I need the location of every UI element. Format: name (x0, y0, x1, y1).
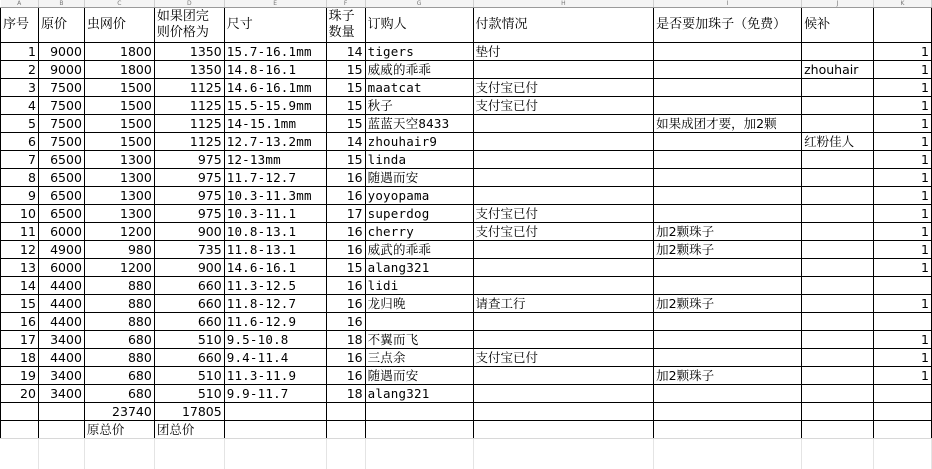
table-cell[interactable]: 1 (874, 133, 932, 151)
table-cell[interactable] (802, 169, 874, 187)
header-cell[interactable]: 订购人 (365, 8, 473, 43)
table-cell[interactable] (802, 403, 874, 421)
table-cell[interactable]: 3400 (38, 331, 84, 349)
table-cell[interactable]: 680 (84, 367, 154, 385)
table-cell[interactable]: maatcat (365, 79, 473, 97)
table-cell[interactable] (38, 403, 84, 421)
table-cell[interactable]: 15.5-15.9mm (224, 97, 326, 115)
table-cell[interactable] (473, 331, 654, 349)
table-cell[interactable]: 支付宝已付 (473, 223, 654, 241)
table-cell[interactable] (654, 439, 802, 469)
table-row (1, 241, 932, 259)
table-cell[interactable]: 15 (326, 115, 365, 133)
header-cell[interactable]: 原价 (38, 8, 84, 43)
table-cell[interactable]: 随遇而安 (365, 367, 473, 385)
table-cell[interactable]: 17 (1, 331, 39, 349)
table-cell[interactable]: 9 (1, 187, 39, 205)
table-cell[interactable] (326, 421, 365, 439)
table-cell[interactable]: 1 (874, 367, 932, 385)
table-cell[interactable]: 16 (326, 277, 365, 295)
table-cell[interactable] (802, 385, 874, 403)
table-cell[interactable]: 1 (1, 43, 39, 61)
table-cell[interactable]: 510 (154, 331, 224, 349)
table-cell[interactable] (473, 277, 654, 295)
table-cell[interactable]: 1500 (84, 133, 154, 151)
table-cell[interactable] (874, 385, 932, 403)
table-cell[interactable] (224, 403, 326, 421)
table-cell[interactable] (802, 223, 874, 241)
table-cell[interactable] (654, 403, 802, 421)
table-cell[interactable]: 7 (1, 151, 39, 169)
table-cell[interactable]: 8 (1, 169, 39, 187)
table-cell[interactable] (473, 403, 654, 421)
table-cell[interactable]: 1 (874, 223, 932, 241)
table-cell[interactable] (84, 439, 154, 469)
table-cell[interactable]: 7500 (38, 97, 84, 115)
table-cell[interactable] (654, 277, 802, 295)
table-cell[interactable]: 11.3-12.5 (224, 277, 326, 295)
table-cell[interactable] (802, 241, 874, 259)
table-cell[interactable]: 7500 (38, 115, 84, 133)
column-header[interactable]: G (365, 0, 473, 8)
table-cell[interactable]: 11.6-12.9 (224, 313, 326, 331)
table-cell[interactable]: 880 (84, 313, 154, 331)
table-cell[interactable]: 1200 (84, 223, 154, 241)
column-header[interactable]: E (224, 0, 326, 8)
column-header[interactable]: A (1, 0, 39, 8)
table-cell[interactable] (365, 313, 473, 331)
table-cell[interactable]: 1 (874, 169, 932, 187)
table-cell[interactable]: 1300 (84, 205, 154, 223)
table-cell[interactable] (802, 439, 874, 469)
table-cell[interactable] (654, 151, 802, 169)
table-cell[interactable]: 3400 (38, 385, 84, 403)
table-cell[interactable]: 680 (84, 331, 154, 349)
table-cell[interactable]: 6 (1, 133, 39, 151)
table-cell[interactable]: 14-15.1mm (224, 115, 326, 133)
table-cell[interactable] (365, 421, 473, 439)
table-row (1, 187, 932, 205)
table-cell[interactable]: 11.3-11.9 (224, 367, 326, 385)
table-cell[interactable]: 1 (874, 331, 932, 349)
table-row (1, 331, 932, 349)
table-cell[interactable] (473, 385, 654, 403)
table-cell[interactable]: 1 (874, 115, 932, 133)
table-cell[interactable]: 20 (1, 385, 39, 403)
table-row (1, 295, 932, 313)
table-cell[interactable]: 蓝蓝天空8433 (365, 115, 473, 133)
table-cell[interactable] (1, 439, 39, 469)
header-cell[interactable]: 候补 (802, 8, 874, 43)
table-cell[interactable] (654, 205, 802, 223)
table-row (1, 97, 932, 115)
header-cell[interactable]: 尺寸 (224, 8, 326, 43)
table-cell[interactable]: 4400 (38, 295, 84, 313)
table-cell[interactable]: 975 (154, 169, 224, 187)
table-cell[interactable]: 支付宝已付 (473, 79, 654, 97)
table-cell[interactable]: 支付宝已付 (473, 97, 654, 115)
table-cell[interactable] (473, 187, 654, 205)
table-cell[interactable] (38, 421, 84, 439)
table-cell[interactable] (654, 79, 802, 97)
table-cell[interactable]: 1125 (154, 115, 224, 133)
table-cell[interactable] (802, 367, 874, 385)
table-row (1, 223, 932, 241)
table-cell[interactable]: 660 (154, 277, 224, 295)
table-cell[interactable]: 1500 (84, 97, 154, 115)
table-cell[interactable] (473, 115, 654, 133)
table-cell[interactable] (654, 97, 802, 115)
table-cell[interactable]: 秋子 (365, 97, 473, 115)
table-cell[interactable]: 1300 (84, 169, 154, 187)
table-cell[interactable] (654, 421, 802, 439)
table-cell[interactable]: 9000 (38, 43, 84, 61)
table-cell[interactable] (365, 439, 473, 469)
table-cell[interactable]: 垫付 (473, 43, 654, 61)
table-cell[interactable]: 15 (1, 295, 39, 313)
column-header[interactable]: K (874, 0, 932, 8)
table-cell[interactable] (326, 403, 365, 421)
table-cell[interactable]: 15 (326, 61, 365, 79)
table-cell[interactable]: 加2颗珠子 (654, 295, 802, 313)
group-total-label[interactable]: 团总价 (154, 421, 224, 439)
table-cell[interactable]: 16 (326, 187, 365, 205)
table-cell[interactable]: alang321 (365, 385, 473, 403)
table-cell[interactable]: 19 (1, 367, 39, 385)
table-cell[interactable]: 14 (1, 277, 39, 295)
table-cell[interactable]: 10 (1, 205, 39, 223)
table-cell[interactable] (802, 115, 874, 133)
table-cell[interactable]: 1300 (84, 187, 154, 205)
table-cell[interactable]: 16 (326, 295, 365, 313)
table-cell[interactable] (802, 79, 874, 97)
table-cell[interactable] (654, 331, 802, 349)
table-row (1, 133, 932, 151)
table-cell[interactable]: 1500 (84, 79, 154, 97)
table-cell[interactable]: 1800 (84, 43, 154, 61)
table-cell[interactable]: linda (365, 151, 473, 169)
table-cell[interactable] (473, 133, 654, 151)
table-cell[interactable]: 龙归晚 (365, 295, 473, 313)
table-cell[interactable]: 660 (154, 349, 224, 367)
table-cell[interactable]: 14.6-16.1mm (224, 79, 326, 97)
table-cell[interactable]: 1 (874, 295, 932, 313)
table-cell[interactable]: 660 (154, 313, 224, 331)
table-cell[interactable]: cherry (365, 223, 473, 241)
table-row (1, 169, 932, 187)
column-header[interactable]: B (38, 0, 84, 8)
table-cell[interactable]: yoyopama (365, 187, 473, 205)
table-cell[interactable] (365, 403, 473, 421)
table-cell[interactable]: 1 (874, 97, 932, 115)
table-cell[interactable] (654, 61, 802, 79)
table-cell[interactable]: 9.4-11.4 (224, 349, 326, 367)
table-cell[interactable] (654, 169, 802, 187)
table-cell[interactable]: 1 (874, 43, 932, 61)
table-cell[interactable]: 1 (874, 349, 932, 367)
table-cell[interactable]: 支付宝已付 (473, 205, 654, 223)
table-cell[interactable]: 15.7-16.1mm (224, 43, 326, 61)
table-cell[interactable]: 900 (154, 259, 224, 277)
table-cell[interactable] (802, 421, 874, 439)
table-cell[interactable]: 7500 (38, 79, 84, 97)
table-cell[interactable]: 如果成团才要，加2颗 (654, 115, 802, 133)
table-cell[interactable]: 660 (154, 295, 224, 313)
table-cell[interactable]: 980 (84, 241, 154, 259)
table-cell[interactable]: 9000 (38, 61, 84, 79)
table-cell[interactable]: 1350 (154, 43, 224, 61)
table-cell[interactable] (802, 187, 874, 205)
table-cell[interactable] (802, 313, 874, 331)
table-cell[interactable] (802, 277, 874, 295)
table-cell[interactable]: 14 (326, 133, 365, 151)
table-cell[interactable] (473, 151, 654, 169)
table-cell[interactable]: 14.6-16.1 (224, 259, 326, 277)
table-cell[interactable] (802, 349, 874, 367)
column-header[interactable]: I (654, 0, 802, 8)
table-cell[interactable]: 16 (326, 313, 365, 331)
table-cell[interactable]: 红粉佳人 (802, 133, 874, 151)
table-cell[interactable]: 6500 (38, 151, 84, 169)
table-cell[interactable] (154, 439, 224, 469)
table-cell[interactable]: 5 (1, 115, 39, 133)
table-cell[interactable]: 6500 (38, 205, 84, 223)
table-cell[interactable]: 15 (326, 259, 365, 277)
table-cell[interactable]: 威威的乖乖 (365, 61, 473, 79)
table-cell[interactable] (802, 151, 874, 169)
table-cell[interactable]: 1 (874, 205, 932, 223)
table-cell[interactable]: tigers (365, 43, 473, 61)
table-cell[interactable]: 11 (1, 223, 39, 241)
table-cell[interactable]: 1 (874, 61, 932, 79)
table-cell[interactable] (224, 421, 326, 439)
table-cell[interactable]: 16 (326, 241, 365, 259)
table-cell[interactable]: 6500 (38, 187, 84, 205)
table-cell[interactable] (654, 313, 802, 331)
table-cell[interactable]: superdog (365, 205, 473, 223)
table-cell[interactable]: 4400 (38, 349, 84, 367)
table-cell[interactable] (874, 421, 932, 439)
table-row (1, 313, 932, 331)
table-cell[interactable]: 18 (326, 331, 365, 349)
table-cell[interactable]: 16 (1, 313, 39, 331)
header-cell[interactable]: 虫网价 (84, 8, 154, 43)
original-total-cell[interactable]: 23740 (84, 403, 154, 421)
table-cell[interactable] (802, 205, 874, 223)
table-cell[interactable] (473, 61, 654, 79)
table-cell[interactable]: 18 (1, 349, 39, 367)
table-cell[interactable]: 4 (1, 97, 39, 115)
table-cell[interactable]: 1125 (154, 133, 224, 151)
table-cell[interactable]: 12 (1, 241, 39, 259)
table-row (1, 61, 932, 79)
table-cell[interactable] (874, 313, 932, 331)
table-cell[interactable]: 880 (84, 277, 154, 295)
table-cell[interactable]: 12-13mm (224, 151, 326, 169)
table-cell[interactable]: 1 (874, 259, 932, 277)
table-cell[interactable]: 975 (154, 151, 224, 169)
table-cell[interactable]: 6000 (38, 223, 84, 241)
table-cell[interactable] (654, 43, 802, 61)
table-cell[interactable]: 支付宝已付 (473, 349, 654, 367)
original-total-label[interactable]: 原总价 (84, 421, 154, 439)
header-cell[interactable]: 是否要加珠子（免费） (654, 8, 802, 43)
table-cell[interactable]: 加2颗珠子 (654, 367, 802, 385)
table-cell[interactable]: 15 (326, 151, 365, 169)
table-cell[interactable]: 10.8-13.1 (224, 223, 326, 241)
table-cell[interactable] (473, 259, 654, 277)
column-header[interactable]: C (84, 0, 154, 8)
table-cell[interactable]: alang321 (365, 259, 473, 277)
table-row (1, 151, 932, 169)
table-cell[interactable]: 9.9-11.7 (224, 385, 326, 403)
table-cell[interactable]: 9.5-10.8 (224, 331, 326, 349)
table-cell[interactable] (874, 439, 932, 469)
table-cell[interactable] (654, 133, 802, 151)
table-cell[interactable]: 6500 (38, 169, 84, 187)
table-cell[interactable]: 三点余 (365, 349, 473, 367)
table-cell[interactable]: 随遇而安 (365, 169, 473, 187)
column-header[interactable]: J (802, 0, 874, 8)
table-cell[interactable]: 4900 (38, 241, 84, 259)
table-cell[interactable]: 735 (154, 241, 224, 259)
table-cell[interactable]: 510 (154, 367, 224, 385)
table-cell[interactable] (654, 187, 802, 205)
table-cell[interactable] (802, 295, 874, 313)
table-cell[interactable]: 加2颗珠子 (654, 223, 802, 241)
table-cell[interactable]: 15 (326, 97, 365, 115)
table-cell[interactable]: 14 (326, 43, 365, 61)
header-cell[interactable]: 序号 (1, 8, 39, 43)
table-cell[interactable]: 13 (1, 259, 39, 277)
table-cell[interactable] (1, 421, 39, 439)
table-cell[interactable]: 16 (326, 223, 365, 241)
table-row (1, 349, 932, 367)
column-header[interactable]: D (154, 0, 224, 8)
table-row (1, 277, 932, 295)
table-cell[interactable] (473, 439, 654, 469)
table-cell[interactable]: 15 (326, 79, 365, 97)
table-row (1, 385, 932, 403)
table-cell[interactable]: 17 (326, 205, 365, 223)
table-cell[interactable] (874, 277, 932, 295)
table-cell[interactable]: 16 (326, 349, 365, 367)
table-row (1, 367, 932, 385)
table-cell[interactable]: 880 (84, 349, 154, 367)
table-cell[interactable]: 威武的乖乖 (365, 241, 473, 259)
table-cell[interactable]: 18 (326, 385, 365, 403)
table-cell[interactable]: 1 (874, 79, 932, 97)
table-cell[interactable] (473, 313, 654, 331)
group-total-cell[interactable]: 17805 (154, 403, 224, 421)
table-cell[interactable]: 975 (154, 205, 224, 223)
table-cell[interactable]: 3 (1, 79, 39, 97)
header-cell[interactable] (874, 8, 932, 43)
table-cell[interactable]: lidi (365, 277, 473, 295)
table-cell[interactable] (654, 349, 802, 367)
table-cell[interactable]: 16 (326, 169, 365, 187)
table-row (1, 115, 932, 133)
table-cell[interactable]: 请查工行 (473, 295, 654, 313)
table-cell[interactable]: 510 (154, 385, 224, 403)
table-cell[interactable] (802, 259, 874, 277)
table-cell[interactable]: 12.7-13.2mm (224, 133, 326, 151)
table-row (1, 43, 932, 61)
table-cell[interactable]: 10.3-11.3mm (224, 187, 326, 205)
column-header[interactable]: F (326, 0, 365, 8)
table-cell[interactable]: 1800 (84, 61, 154, 79)
table-cell[interactable] (473, 421, 654, 439)
table-cell[interactable]: 1200 (84, 259, 154, 277)
table-cell[interactable] (473, 367, 654, 385)
table-cell[interactable]: 11.7-12.7 (224, 169, 326, 187)
table-cell[interactable]: 1500 (84, 115, 154, 133)
table-cell[interactable] (802, 331, 874, 349)
table-cell[interactable]: 4400 (38, 277, 84, 295)
table-cell[interactable]: 2 (1, 61, 39, 79)
table-cell[interactable]: 975 (154, 187, 224, 205)
table-cell[interactable]: 6000 (38, 259, 84, 277)
table-cell[interactable]: 加2颗珠子 (654, 241, 802, 259)
table-cell[interactable]: 900 (154, 223, 224, 241)
header-cell[interactable]: 珠子数量 (326, 8, 365, 43)
table-cell[interactable]: 16 (326, 367, 365, 385)
table-cell[interactable]: 880 (84, 295, 154, 313)
table-cell[interactable] (1, 403, 39, 421)
table-cell[interactable] (224, 439, 326, 469)
table-cell[interactable] (473, 169, 654, 187)
table-row (1, 259, 932, 277)
table-cell[interactable]: 1125 (154, 97, 224, 115)
table-cell[interactable]: 1 (874, 187, 932, 205)
watermark (915, 441, 918, 452)
table-cell[interactable]: 4400 (38, 313, 84, 331)
table-cell[interactable]: 1350 (154, 61, 224, 79)
table-cell[interactable]: 10.3-11.1 (224, 205, 326, 223)
table-cell[interactable]: 1 (874, 241, 932, 259)
table-cell[interactable]: 1125 (154, 79, 224, 97)
table-cell[interactable]: 1 (874, 151, 932, 169)
table-cell[interactable] (654, 385, 802, 403)
table-cell[interactable] (473, 241, 654, 259)
table-cell[interactable]: 3400 (38, 367, 84, 385)
table-cell[interactable]: 14.8-16.1 (224, 61, 326, 79)
table-cell[interactable]: 7500 (38, 133, 84, 151)
table-cell[interactable]: zhouhair (802, 61, 874, 79)
table-cell[interactable] (802, 43, 874, 61)
table-row (1, 79, 932, 97)
table-cell[interactable]: 1300 (84, 151, 154, 169)
table-cell[interactable] (874, 403, 932, 421)
table-row (1, 205, 932, 223)
table-cell[interactable] (802, 97, 874, 115)
table-cell[interactable]: 11.8-13.1 (224, 241, 326, 259)
table-cell[interactable]: 680 (84, 385, 154, 403)
table-cell[interactable] (654, 259, 802, 277)
header-cell[interactable]: 如果团完则价格为 (154, 8, 224, 43)
table-cell[interactable]: 不翼而飞 (365, 331, 473, 349)
table-cell[interactable] (326, 439, 365, 469)
table-cell[interactable]: zhouhair9 (365, 133, 473, 151)
column-header[interactable]: H (473, 0, 654, 8)
header-cell[interactable]: 付款情况 (473, 8, 654, 43)
table-cell[interactable] (38, 439, 84, 469)
table-cell[interactable]: 11.8-12.7 (224, 295, 326, 313)
